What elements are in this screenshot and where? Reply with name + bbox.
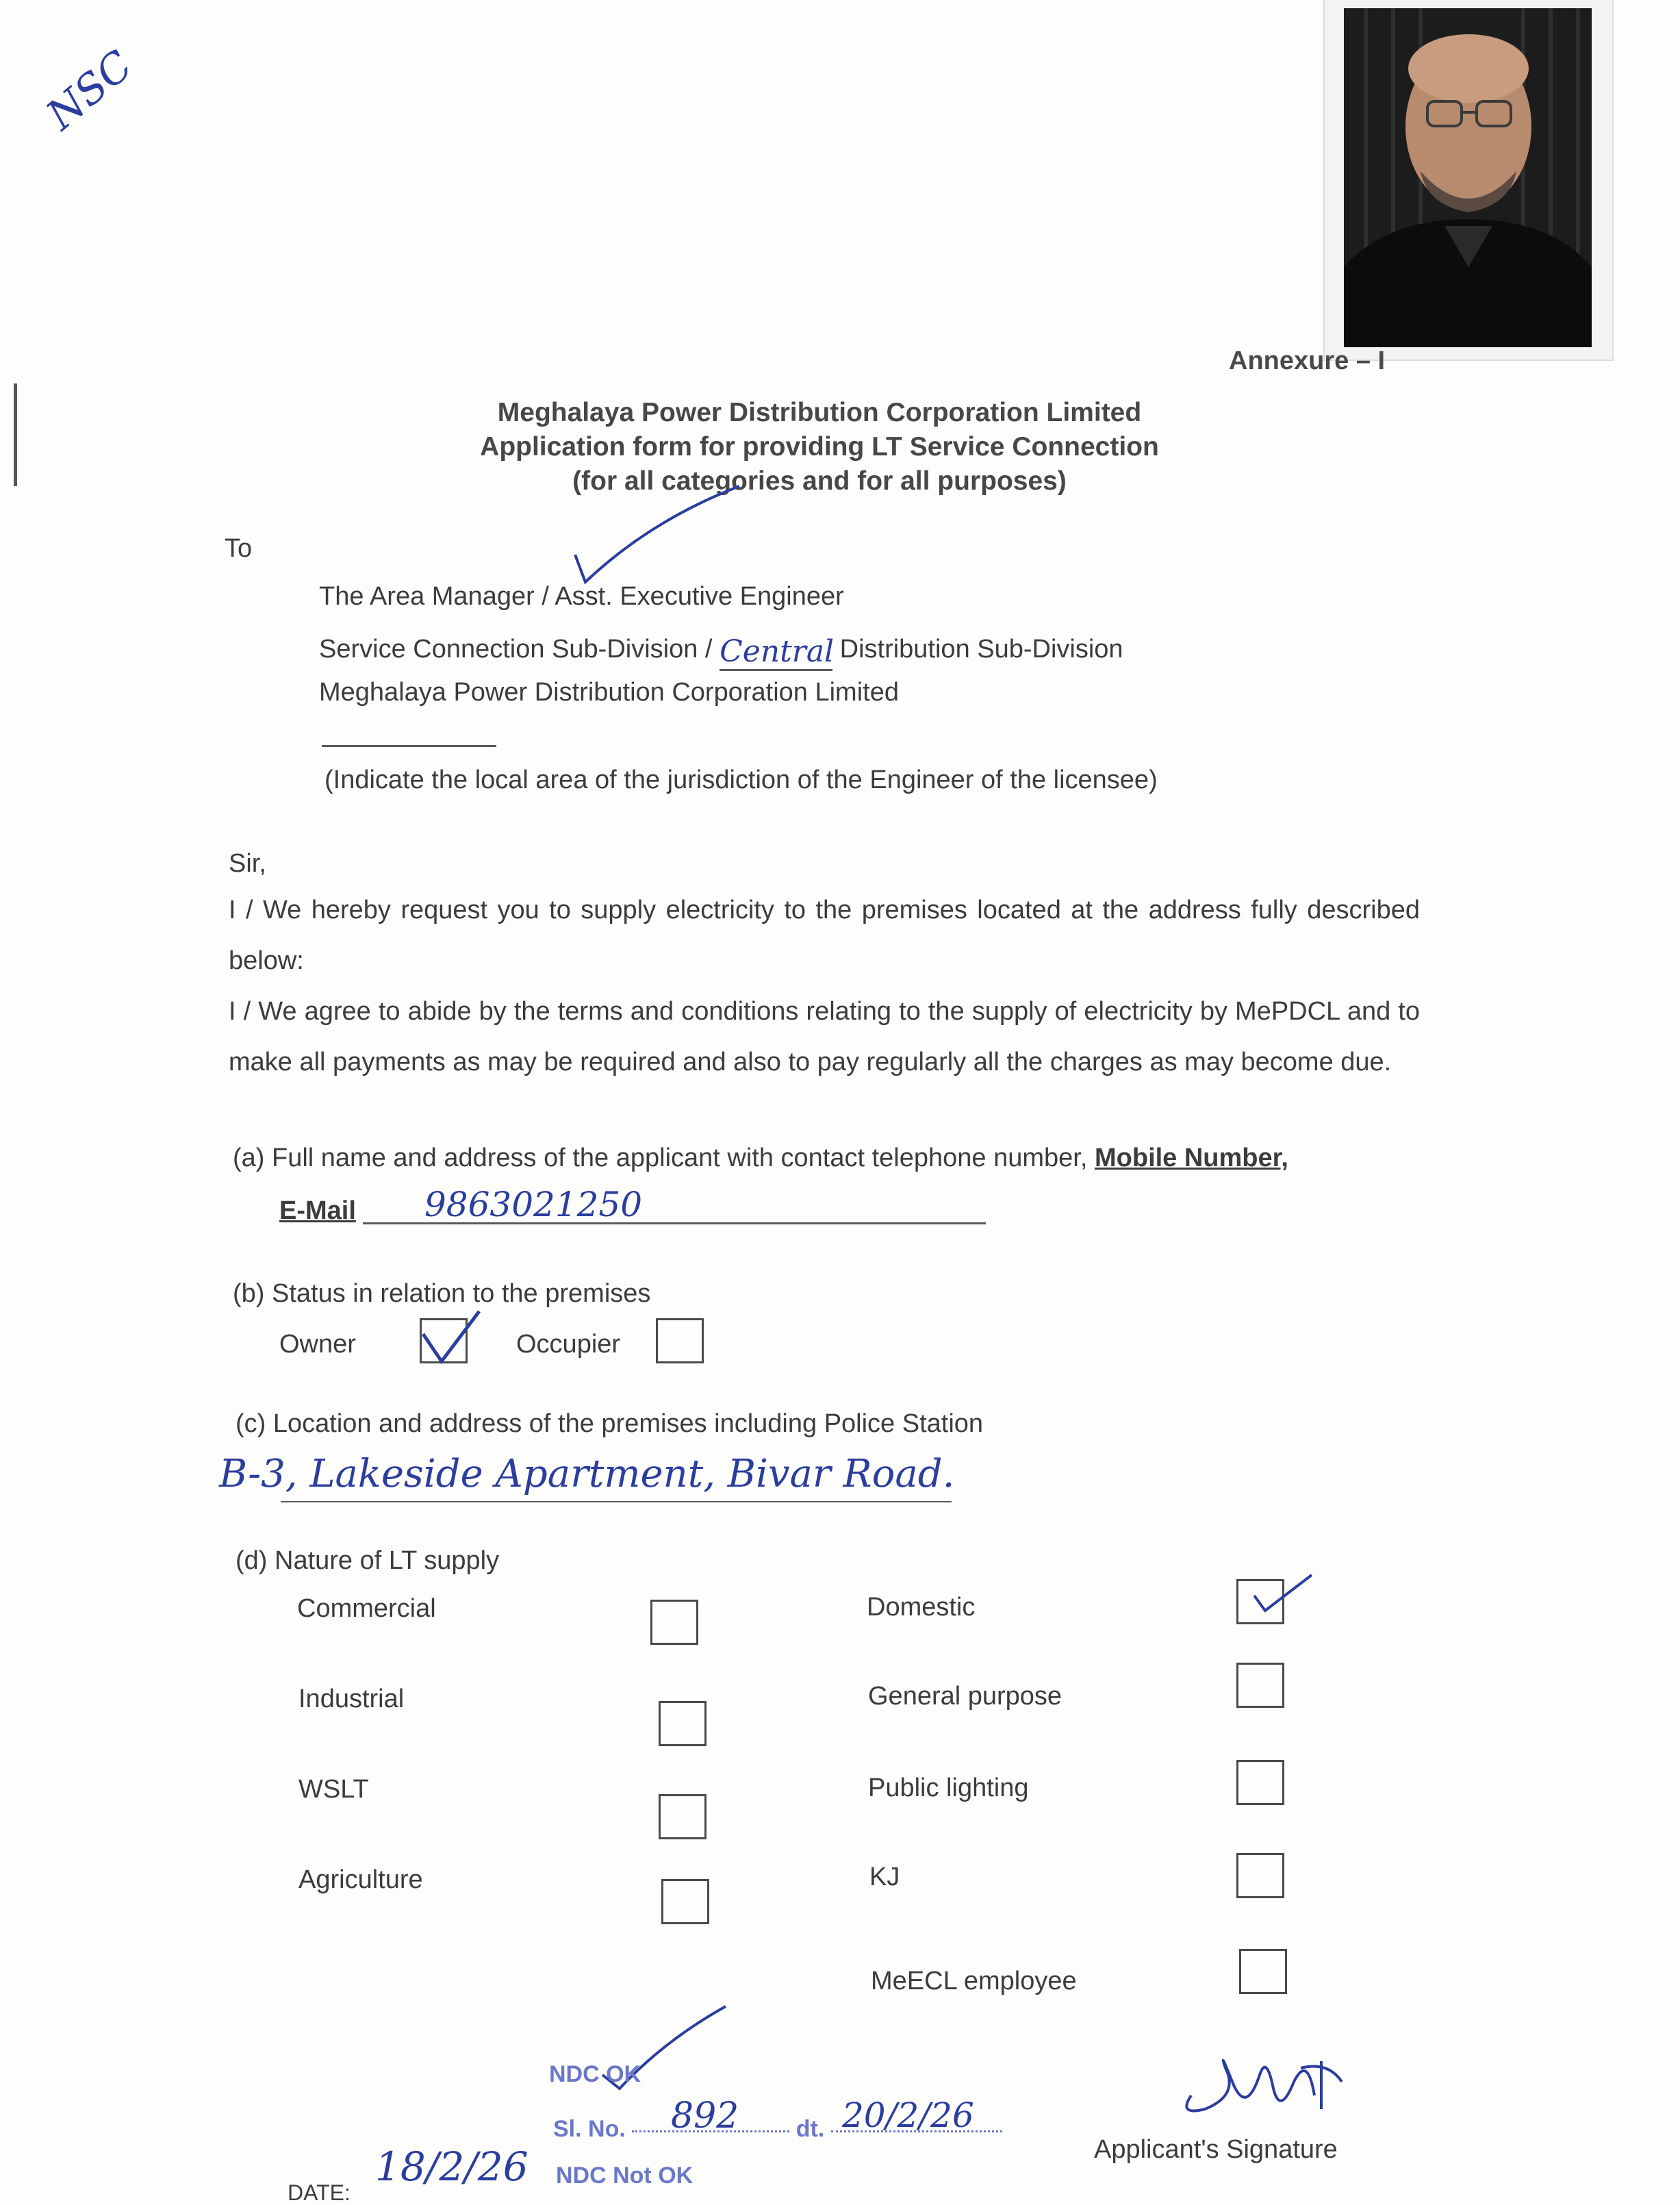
stamp-date-label: dt. <box>796 2116 825 2142</box>
option-general-purpose-label: General purpose <box>868 1682 1062 1711</box>
jurisdiction-blank <box>322 745 496 747</box>
option-domestic-label: Domestic <box>867 1593 976 1622</box>
stamp-date-value: 20/2/26 <box>842 2095 974 2135</box>
section-b-label: (b) Status in relation to the premises <box>233 1279 651 1308</box>
domestic-check-mark <box>1236 1568 1319 1630</box>
addressee-line2-suffix: Distribution Sub-Division <box>839 635 1123 664</box>
ndc-not-ok-stamp: NDC Not OK <box>556 2163 693 2189</box>
date-value: 18/2/26 <box>375 2143 529 2190</box>
annexure-label: Annexure – I <box>1229 346 1386 375</box>
option-kj-label: KJ <box>869 1863 900 1891</box>
serial-number-value: 892 <box>671 2095 739 2137</box>
owner-check-mark <box>411 1301 486 1370</box>
header-form-title: Application form for providing LT Service Connection <box>480 432 1159 462</box>
subdivision-fill <box>720 634 835 671</box>
option-industrial-label: Industrial <box>298 1685 405 1713</box>
option-general-purpose-checkbox[interactable] <box>1236 1663 1284 1708</box>
applicant-signature <box>1164 2041 1369 2130</box>
header-title <box>0 396 1680 499</box>
applicant-contact-value: 9863021250 <box>424 1185 643 1224</box>
option-public-lighting-checkbox[interactable] <box>1236 1760 1284 1805</box>
premises-address-value: B-3, Lakeside Apartment, Bivar Road. <box>219 1452 955 1496</box>
serial-number-label: Sl. No. <box>553 2116 626 2142</box>
option-industrial-checkbox[interactable] <box>659 1701 707 1746</box>
agreement-paragraph: I / We agree to abide by the terms and conditions relating to the supply of electricity by MePDCL and to make all payments as may be required and also to pay regularly all the charges as may become due. <box>229 997 1420 1076</box>
option-meecl-employee-checkbox[interactable] <box>1239 1949 1287 1994</box>
owner-label: Owner <box>279 1330 356 1359</box>
option-public-lighting-label: Public lighting <box>868 1774 1029 1802</box>
option-kj-checkbox[interactable] <box>1236 1853 1284 1898</box>
option-wslt-checkbox[interactable] <box>659 1794 707 1839</box>
request-paragraph: I / We hereby request you to supply electricity to the premises located at the address fully described below: <box>229 896 1420 975</box>
occupier-label: Occupier <box>516 1330 621 1359</box>
ndc-ok-stamp: NDC OK <box>549 2061 641 2087</box>
option-agriculture-checkbox[interactable] <box>661 1879 709 1924</box>
jurisdiction-note: (Indicate the local area of the jurisdiction of the Engineer of the licensee) <box>324 766 1158 794</box>
section-a-email-label: E-Mail <box>279 1196 356 1225</box>
margin-note: NSC <box>38 41 142 140</box>
section-d-label: (d) Nature of LT supply <box>236 1546 500 1575</box>
header-subtitle: (for all categories and for all purposes) <box>572 466 1067 496</box>
subdivision-handwritten: Central <box>720 634 835 669</box>
option-wslt-label: WSLT <box>298 1775 369 1804</box>
address-check-mark <box>568 479 746 589</box>
section-a-label-text: (a) Full name and address of the applicant with contact telephone number, <box>233 1144 1088 1172</box>
section-c-label: (c) Location and address of the premises including Police Station <box>236 1409 984 1438</box>
option-meecl-employee-label: MeECL employee <box>871 1967 1077 1995</box>
section-a-label <box>233 1144 1288 1173</box>
date-label: DATE: <box>288 2180 351 2205</box>
section-a-mobile-label: Mobile Number, <box>1094 1144 1288 1172</box>
to-label: To <box>225 534 253 563</box>
section-c-fill-line <box>281 1501 952 1502</box>
addressee-line1: The Area Manager / Asst. Executive Engineer <box>319 582 844 611</box>
salutation: Sir, <box>229 849 266 878</box>
occupier-checkbox[interactable] <box>656 1318 704 1363</box>
addressee-line2 <box>319 630 1123 667</box>
addressee-line2-prefix: Service Connection Sub-Division / <box>319 635 713 664</box>
signature-label: Applicant's Signature <box>1094 2135 1338 2164</box>
portrait-image <box>1325 0 1612 360</box>
option-agriculture-label: Agriculture <box>298 1865 423 1894</box>
option-commercial-label: Commercial <box>297 1594 436 1623</box>
option-commercial-checkbox[interactable] <box>650 1600 698 1645</box>
header-company: Meghalaya Power Distribution Corporation Limited <box>497 398 1142 427</box>
applicant-photo <box>1325 0 1612 360</box>
addressee-line3: Meghalaya Power Distribution Corporation Limited <box>319 678 899 707</box>
